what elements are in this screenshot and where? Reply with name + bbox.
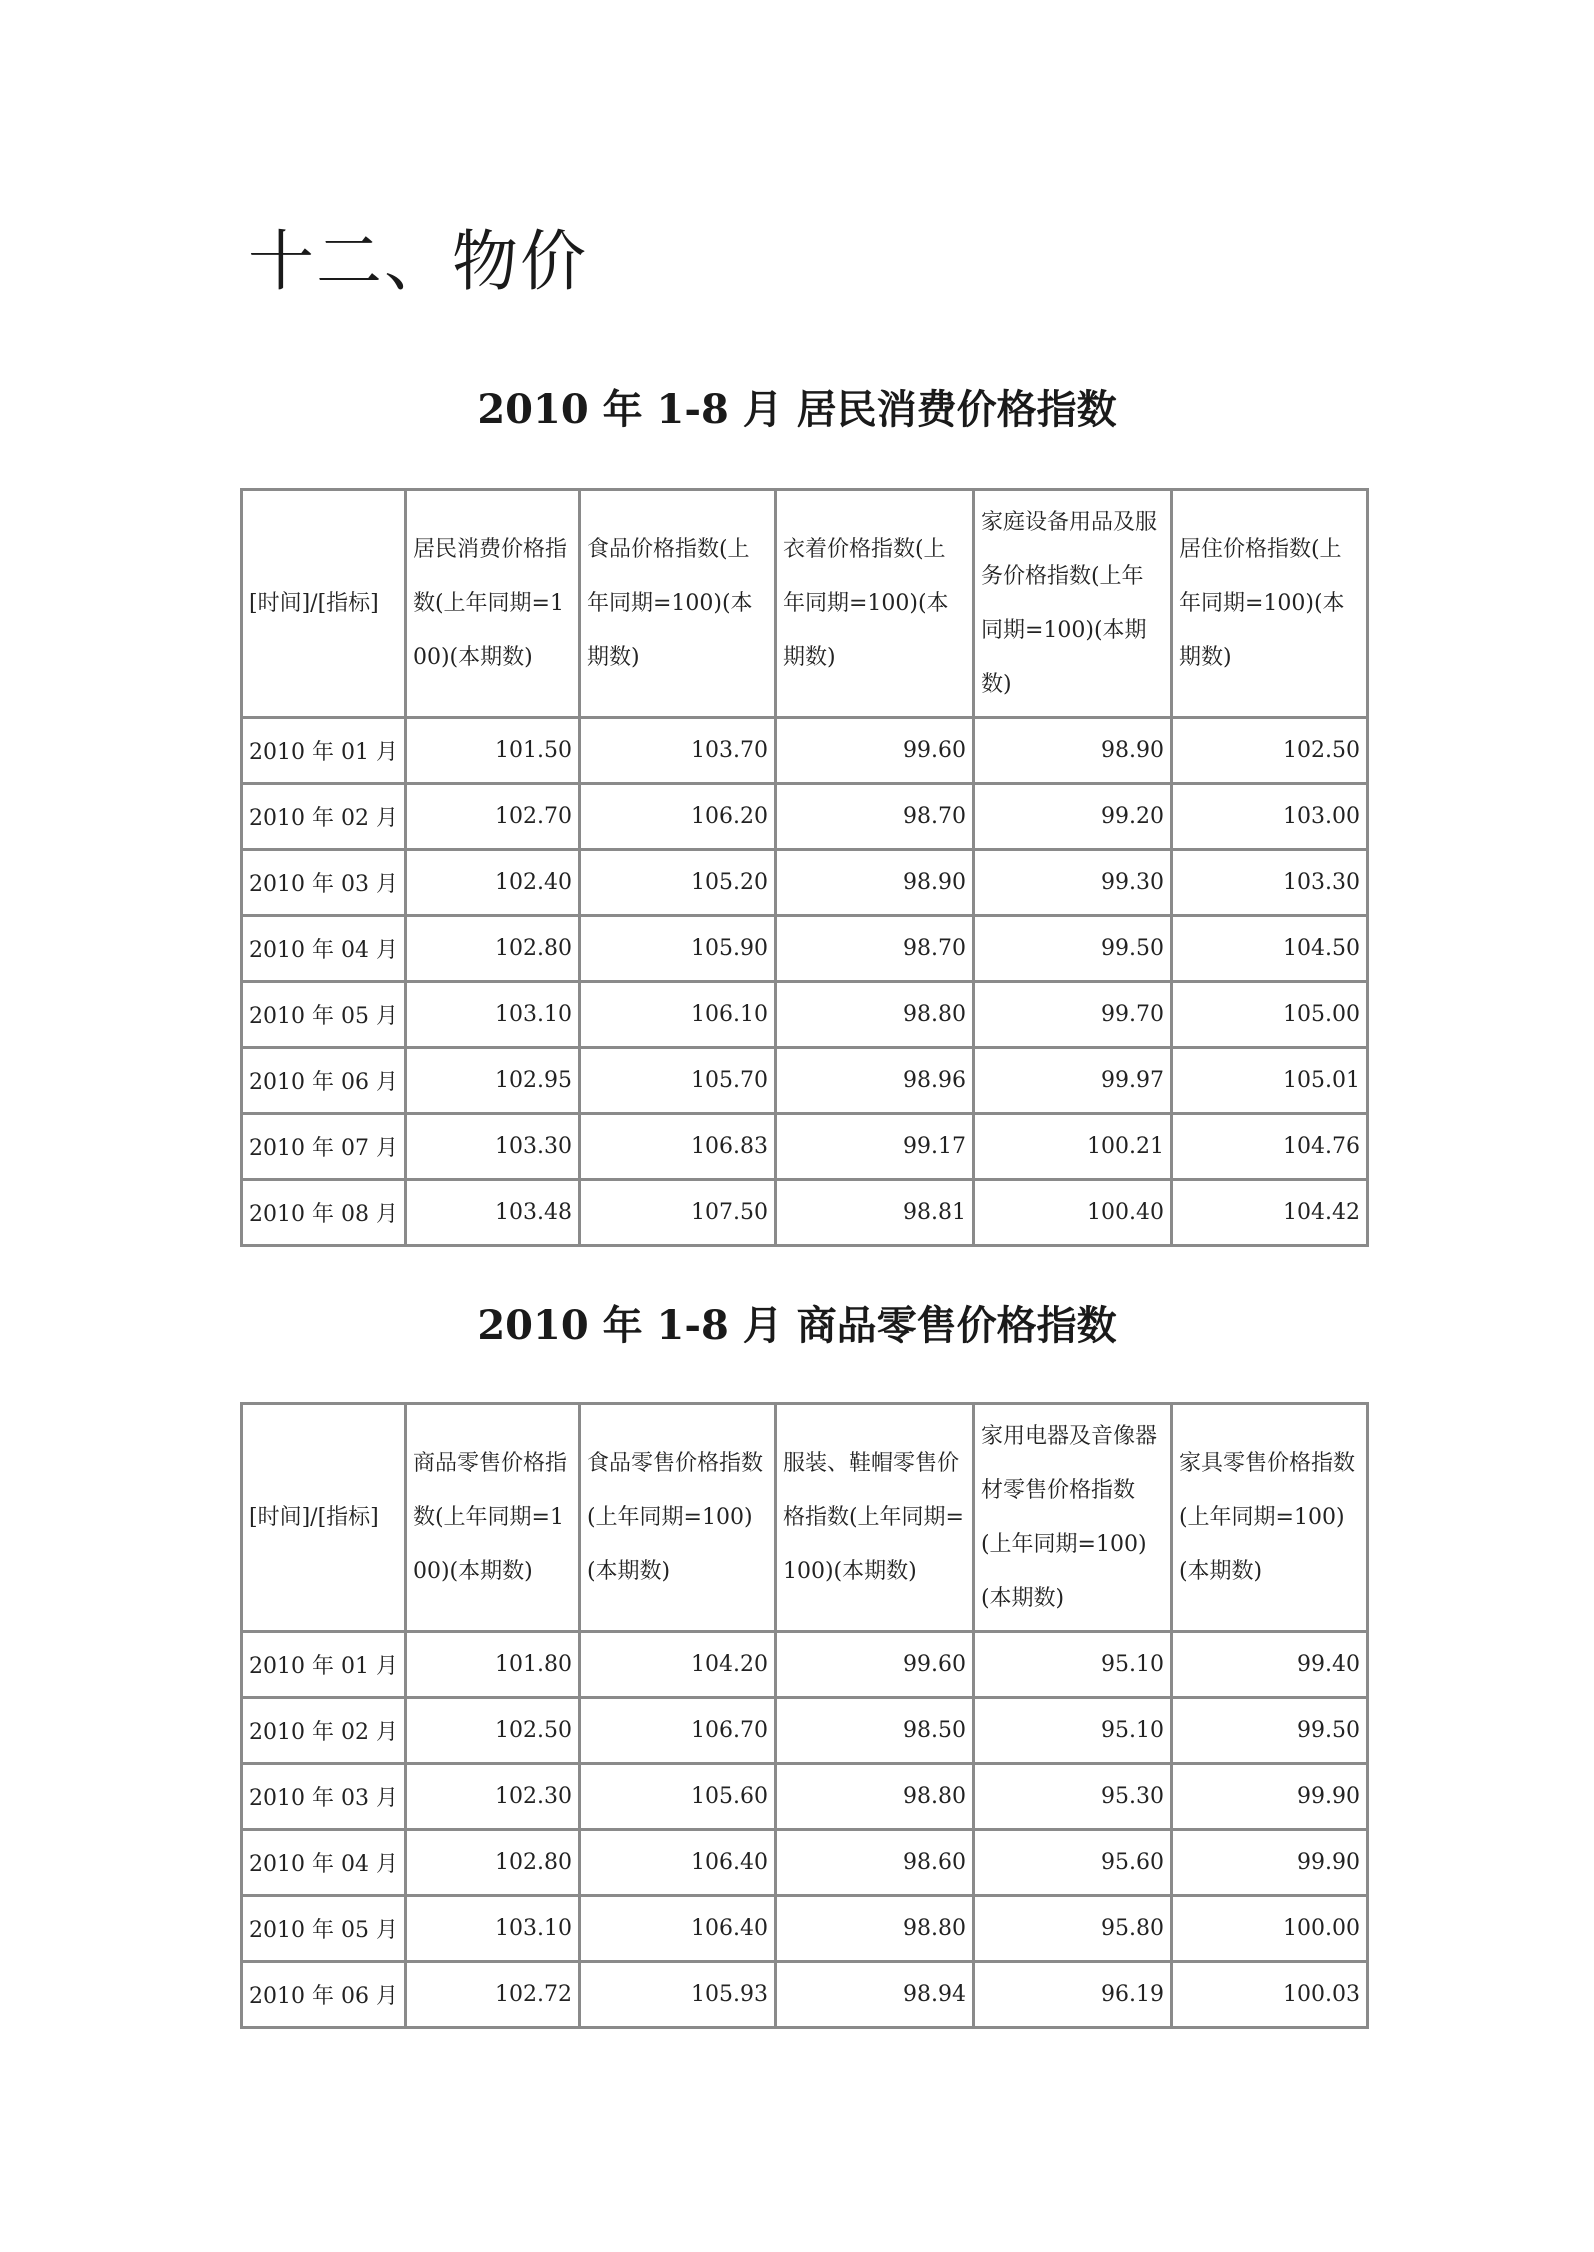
value-cell: 102.80: [405, 916, 579, 982]
value-cell: 96.19: [973, 1962, 1171, 2028]
value-cell: 105.60: [579, 1764, 775, 1830]
value-cell: 102.95: [405, 1048, 579, 1114]
column-header-appliances: 家用电器及音像器材零售价格指数(上年同期=100)(本期数): [973, 1404, 1171, 1632]
value-cell: 103.48: [405, 1180, 579, 1246]
rpi-table-body: [242, 1632, 1368, 2028]
value-cell: 103.10: [405, 982, 579, 1048]
value-cell: 105.93: [579, 1962, 775, 2028]
value-cell: 104.50: [1171, 916, 1367, 982]
table-row: [242, 1896, 1368, 1962]
period-cell: 2010 年 05 月: [242, 982, 406, 1048]
value-cell: 105.90: [579, 916, 775, 982]
period-cell: 2010 年 06 月: [242, 1048, 406, 1114]
table-header-row: [242, 490, 1368, 718]
table-row: [242, 784, 1368, 850]
value-cell: 99.20: [973, 784, 1171, 850]
value-cell: 100.21: [973, 1114, 1171, 1180]
value-cell: 101.50: [405, 718, 579, 784]
value-cell: 95.10: [973, 1698, 1171, 1764]
period-cell: 2010 年 04 月: [242, 916, 406, 982]
rpi-table-title: 2010 年 1-8 月 商品零售价格指数: [477, 1302, 1117, 1349]
value-cell: 104.20: [579, 1632, 775, 1698]
value-cell: 102.80: [405, 1830, 579, 1896]
table-row: [242, 1114, 1368, 1180]
table-row: [242, 850, 1368, 916]
value-cell: 105.00: [1171, 982, 1367, 1048]
value-cell: 99.17: [775, 1114, 973, 1180]
value-cell: 99.90: [1171, 1764, 1367, 1830]
column-header-household: 家庭设备用品及服务价格指数(上年同期=100)(本期数): [973, 490, 1171, 718]
column-header-retail: 商品零售价格指数(上年同期=100)(本期数): [405, 1404, 579, 1632]
value-cell: 106.40: [579, 1830, 775, 1896]
column-header-period: [时间]/[指标]: [242, 490, 406, 718]
value-cell: 105.01: [1171, 1048, 1367, 1114]
value-cell: 102.40: [405, 850, 579, 916]
table-row: [242, 1632, 1368, 1698]
value-cell: 99.60: [775, 1632, 973, 1698]
value-cell: 98.90: [775, 850, 973, 916]
value-cell: 100.03: [1171, 1962, 1367, 2028]
column-header-cpi: 居民消费价格指数(上年同期=100)(本期数): [405, 490, 579, 718]
period-cell: 2010 年 07 月: [242, 1114, 406, 1180]
value-cell: 98.80: [775, 982, 973, 1048]
table-row: [242, 1180, 1368, 1246]
value-cell: 104.42: [1171, 1180, 1367, 1246]
value-cell: 98.81: [775, 1180, 973, 1246]
period-cell: 2010 年 01 月: [242, 1632, 406, 1698]
value-cell: 102.50: [1171, 718, 1367, 784]
table-row: [242, 1698, 1368, 1764]
value-cell: 102.30: [405, 1764, 579, 1830]
cpi-table-body: [242, 718, 1368, 1246]
value-cell: 100.00: [1171, 1896, 1367, 1962]
value-cell: 105.20: [579, 850, 775, 916]
value-cell: 106.10: [579, 982, 775, 1048]
value-cell: 103.70: [579, 718, 775, 784]
period-cell: 2010 年 03 月: [242, 1764, 406, 1830]
value-cell: 99.50: [1171, 1698, 1367, 1764]
value-cell: 99.70: [973, 982, 1171, 1048]
value-cell: 98.80: [775, 1896, 973, 1962]
value-cell: 98.50: [775, 1698, 973, 1764]
value-cell: 95.30: [973, 1764, 1171, 1830]
table-row: [242, 916, 1368, 982]
table-row: [242, 1962, 1368, 2028]
rpi-table: [240, 1402, 1369, 2029]
value-cell: 99.50: [973, 916, 1171, 982]
value-cell: 98.94: [775, 1962, 973, 2028]
period-cell: 2010 年 04 月: [242, 1830, 406, 1896]
value-cell: 106.70: [579, 1698, 775, 1764]
value-cell: 103.00: [1171, 784, 1367, 850]
period-cell: 2010 年 05 月: [242, 1896, 406, 1962]
value-cell: 98.70: [775, 784, 973, 850]
value-cell: 102.70: [405, 784, 579, 850]
column-header-apparel: 服装、鞋帽零售价格指数(上年同期=100)(本期数): [775, 1404, 973, 1632]
period-cell: 2010 年 08 月: [242, 1180, 406, 1246]
value-cell: 98.96: [775, 1048, 973, 1114]
period-cell: 2010 年 01 月: [242, 718, 406, 784]
value-cell: 98.90: [973, 718, 1171, 784]
value-cell: 102.50: [405, 1698, 579, 1764]
value-cell: 99.30: [973, 850, 1171, 916]
value-cell: 99.60: [775, 718, 973, 784]
table-header-row: [242, 1404, 1368, 1632]
value-cell: 100.40: [973, 1180, 1171, 1246]
period-cell: 2010 年 02 月: [242, 784, 406, 850]
value-cell: 107.50: [579, 1180, 775, 1246]
cpi-table: [240, 488, 1369, 1247]
value-cell: 99.90: [1171, 1830, 1367, 1896]
column-header-food-retail: 食品零售价格指数(上年同期=100)(本期数): [579, 1404, 775, 1632]
value-cell: 103.10: [405, 1896, 579, 1962]
table-row: [242, 1048, 1368, 1114]
column-header-food: 食品价格指数(上年同期=100)(本期数): [579, 490, 775, 718]
table-row: [242, 982, 1368, 1048]
cpi-table-title: 2010 年 1-8 月 居民消费价格指数: [477, 386, 1117, 433]
value-cell: 105.70: [579, 1048, 775, 1114]
value-cell: 99.97: [973, 1048, 1171, 1114]
period-cell: 2010 年 06 月: [242, 1962, 406, 2028]
value-cell: 95.80: [973, 1896, 1171, 1962]
value-cell: 98.60: [775, 1830, 973, 1896]
value-cell: 106.40: [579, 1896, 775, 1962]
column-header-housing: 居住价格指数(上年同期=100)(本期数): [1171, 490, 1367, 718]
value-cell: 103.30: [405, 1114, 579, 1180]
value-cell: 104.76: [1171, 1114, 1367, 1180]
value-cell: 102.72: [405, 1962, 579, 2028]
column-header-period: [时间]/[指标]: [242, 1404, 406, 1632]
value-cell: 101.80: [405, 1632, 579, 1698]
column-header-furniture: 家具零售价格指数(上年同期=100)(本期数): [1171, 1404, 1367, 1632]
value-cell: 95.10: [973, 1632, 1171, 1698]
value-cell: 106.20: [579, 784, 775, 850]
column-header-clothing: 衣着价格指数(上年同期=100)(本期数): [775, 490, 973, 718]
table-row: [242, 718, 1368, 784]
page-heading: 十二、物价: [248, 223, 588, 300]
value-cell: 103.30: [1171, 850, 1367, 916]
period-cell: 2010 年 02 月: [242, 1698, 406, 1764]
value-cell: 98.70: [775, 916, 973, 982]
value-cell: 98.80: [775, 1764, 973, 1830]
table-row: [242, 1830, 1368, 1896]
table-row: [242, 1764, 1368, 1830]
value-cell: 106.83: [579, 1114, 775, 1180]
value-cell: 95.60: [973, 1830, 1171, 1896]
period-cell: 2010 年 03 月: [242, 850, 406, 916]
value-cell: 99.40: [1171, 1632, 1367, 1698]
